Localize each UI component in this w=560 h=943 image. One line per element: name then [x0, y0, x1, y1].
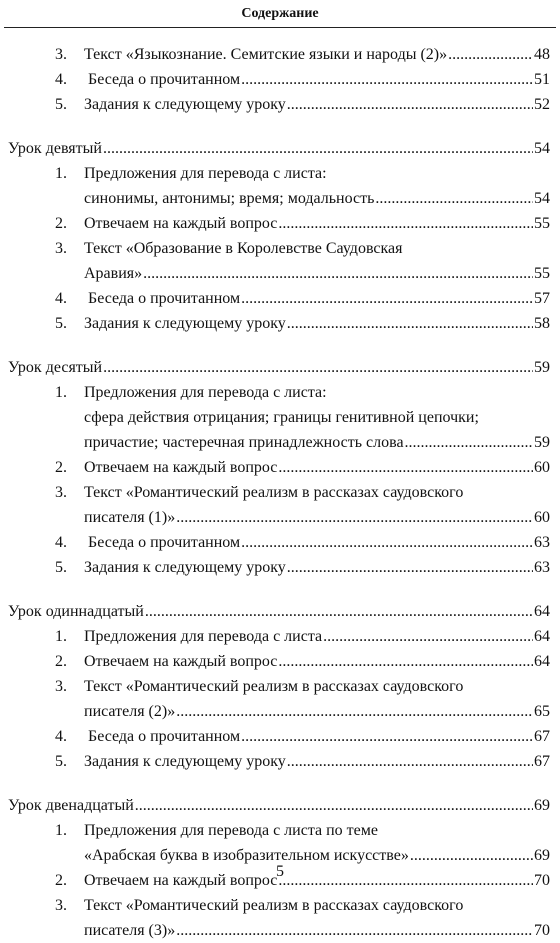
toc-entry [0, 430, 560, 455]
toc-entry-number: 5. [55, 559, 67, 576]
dot-leader [176, 505, 533, 530]
toc-entry-number: 3. [55, 678, 67, 695]
toc-entry-number: 4. [55, 71, 67, 88]
toc-page-number: 57 [534, 290, 550, 307]
dot-leader [241, 286, 533, 311]
toc-entry-number: 2. [55, 215, 67, 232]
toc-entry [0, 380, 560, 405]
toc-entry-title: Урок девятый [8, 140, 102, 157]
section-gap [0, 580, 560, 599]
toc-entry-title: Предложения для перевода с листа по теме [84, 822, 378, 839]
dot-leader [405, 430, 533, 455]
toc-lesson-entry [0, 355, 560, 380]
toc-entry-number: 2. [55, 459, 67, 476]
toc-page-number: 70 [534, 872, 550, 889]
toc-entry [0, 161, 560, 186]
toc-lesson-entry [0, 599, 560, 624]
toc-entry-title: Беседа о прочитанном [84, 290, 241, 307]
toc-entry-number: 1. [55, 628, 67, 645]
toc-page-number: 64 [534, 603, 550, 620]
toc-entry-title: Урок одиннадцатый [8, 603, 144, 620]
dot-leader [375, 186, 533, 211]
toc-entry-title: Текст «Языкознание. Семитские языки и народы (2)» [84, 46, 448, 63]
toc-entry [0, 649, 560, 674]
dot-leader [143, 261, 533, 286]
toc-lesson-entry [0, 136, 560, 161]
toc-entry-title: Задания к следующему уроку [84, 753, 286, 770]
toc-entry [0, 92, 560, 117]
toc-entry [0, 530, 560, 555]
toc-page-number: 54 [534, 190, 550, 207]
dot-leader [103, 136, 533, 161]
toc-entry-title: Задания к следующему уроку [84, 559, 286, 576]
toc-entry-title: Отвечаем на каждый вопрос [84, 459, 278, 476]
toc-entry-title: писателя (2)» [84, 703, 176, 720]
toc-entry [0, 918, 560, 943]
dot-leader [135, 793, 533, 818]
toc-page-number: 51 [534, 71, 550, 88]
toc-entry [0, 555, 560, 580]
toc-entry-title: Задания к следующему уроку [84, 96, 286, 113]
toc-entry [0, 286, 560, 311]
toc-page-number: 59 [534, 359, 550, 376]
table-of-contents [0, 42, 560, 943]
toc-entry-title: Беседа о прочитанном [84, 728, 241, 745]
toc-entry-number: 2. [55, 872, 67, 889]
toc-entry-title: «Арабская буква в изобразительном искусстве» [84, 847, 409, 864]
dot-leader [241, 67, 533, 92]
toc-entry [0, 186, 560, 211]
toc-page-number: 69 [534, 797, 550, 814]
dot-leader [278, 649, 533, 674]
toc-page-number: 55 [534, 215, 550, 232]
toc-page-number: 55 [534, 265, 550, 282]
dot-leader [241, 724, 533, 749]
toc-entry [0, 724, 560, 749]
toc-page-number: 67 [534, 728, 550, 745]
toc-page-number: 63 [534, 559, 550, 576]
toc-page-number: 59 [534, 434, 550, 451]
dot-leader [176, 918, 533, 943]
toc-entry-number: 4. [55, 728, 67, 745]
toc-entry-number: 5. [55, 96, 67, 113]
toc-entry [0, 42, 560, 67]
toc-entry [0, 480, 560, 505]
toc-page-number: 65 [534, 703, 550, 720]
toc-entry [0, 505, 560, 530]
toc-entry-title: Отвечаем на каждый вопрос [84, 215, 278, 232]
toc-page-number: 54 [534, 140, 550, 157]
toc-page-number: 48 [534, 46, 550, 63]
toc-entry-number: 3. [55, 46, 67, 63]
toc-entry-number: 1. [55, 165, 67, 182]
toc-lesson-entry [0, 793, 560, 818]
toc-entry [0, 749, 560, 774]
toc-page-number: 58 [534, 315, 550, 332]
toc-page-number: 67 [534, 753, 550, 770]
toc-entry-number: 2. [55, 653, 67, 670]
toc-entry [0, 261, 560, 286]
dot-leader [323, 624, 533, 649]
toc-entry-title: Отвечаем на каждый вопрос [84, 872, 278, 889]
toc-page-number: 69 [534, 847, 550, 864]
dot-leader [287, 311, 533, 336]
section-gap [0, 336, 560, 355]
toc-entry [0, 455, 560, 480]
toc-page-number: 52 [534, 96, 550, 113]
dot-leader [287, 749, 533, 774]
dot-leader [176, 699, 533, 724]
toc-entry-title: Беседа о прочитанном [84, 534, 241, 551]
toc-entry-number: 3. [55, 897, 67, 914]
toc-entry-title: писателя (3)» [84, 922, 176, 939]
dot-leader [287, 555, 533, 580]
toc-entry-number: 4. [55, 534, 67, 551]
toc-entry [0, 674, 560, 699]
dot-leader [103, 355, 533, 380]
toc-page-number: 70 [534, 922, 550, 939]
toc-entry-title: Аравия» [84, 265, 143, 282]
toc-entry-title: Текст «Образование в Королевстве Саудовская [84, 240, 403, 257]
toc-entry [0, 311, 560, 336]
dot-leader [278, 455, 533, 480]
dot-leader [448, 42, 533, 67]
dot-leader [278, 211, 533, 236]
toc-entry-title: Урок десятый [8, 359, 103, 376]
toc-entry [0, 818, 560, 843]
dot-leader [145, 599, 533, 624]
dot-leader [241, 530, 533, 555]
toc-entry-title: Текст «Романтический реализм в рассказах саудовского [84, 484, 464, 501]
toc-page-number: 64 [534, 653, 550, 670]
toc-entry-number: 5. [55, 315, 67, 332]
toc-entry-title: Урок двенадцатый [8, 797, 134, 814]
toc-entry-number: 1. [55, 384, 67, 401]
toc-entry [0, 624, 560, 649]
section-gap [0, 117, 560, 136]
toc-page-number: 60 [534, 509, 550, 526]
toc-entry-title: синонимы, антонимы; время; модальность [84, 190, 375, 207]
toc-entry [0, 699, 560, 724]
toc-entry [0, 236, 560, 261]
toc-entry-title: Текст «Романтический реализм в рассказах саудовского [84, 897, 464, 914]
toc-entry-number: 4. [55, 290, 67, 307]
toc-entry-number: 1. [55, 822, 67, 839]
toc-entry-title: Предложения для перевода с листа [84, 628, 323, 645]
section-gap [0, 774, 560, 793]
page-header-title: Содержание [241, 6, 319, 21]
toc-entry-number: 3. [55, 484, 67, 501]
toc-entry-title: сфера действия отрицания; границы генитивной цепочки; [84, 409, 479, 426]
toc-entry-title: Текст «Романтический реализм в рассказах саудовского [84, 678, 464, 695]
toc-entry [0, 405, 560, 430]
dot-leader [287, 92, 533, 117]
toc-entry-title: Беседа о прочитанном [84, 71, 241, 88]
toc-entry-title: Задания к следующему уроку [84, 315, 286, 332]
toc-entry-title: причастие; частеречная принадлежность слова [84, 434, 404, 451]
toc-page-number: 64 [534, 628, 550, 645]
toc-entry-title: Предложения для перевода с листа: [84, 384, 327, 401]
toc-entry-title: Отвечаем на каждый вопрос [84, 653, 278, 670]
toc-page-number: 60 [534, 459, 550, 476]
toc-entry [0, 211, 560, 236]
toc-entry-number: 5. [55, 753, 67, 770]
toc-entry [0, 67, 560, 92]
page-number: 5 [276, 863, 284, 880]
toc-entry-title: Предложения для перевода с листа: [84, 165, 327, 182]
toc-entry [0, 893, 560, 918]
toc-page-number: 63 [534, 534, 550, 551]
toc-entry-title: писателя (1)» [84, 509, 176, 526]
toc-entry-number: 3. [55, 240, 67, 257]
header-rule [4, 27, 556, 28]
